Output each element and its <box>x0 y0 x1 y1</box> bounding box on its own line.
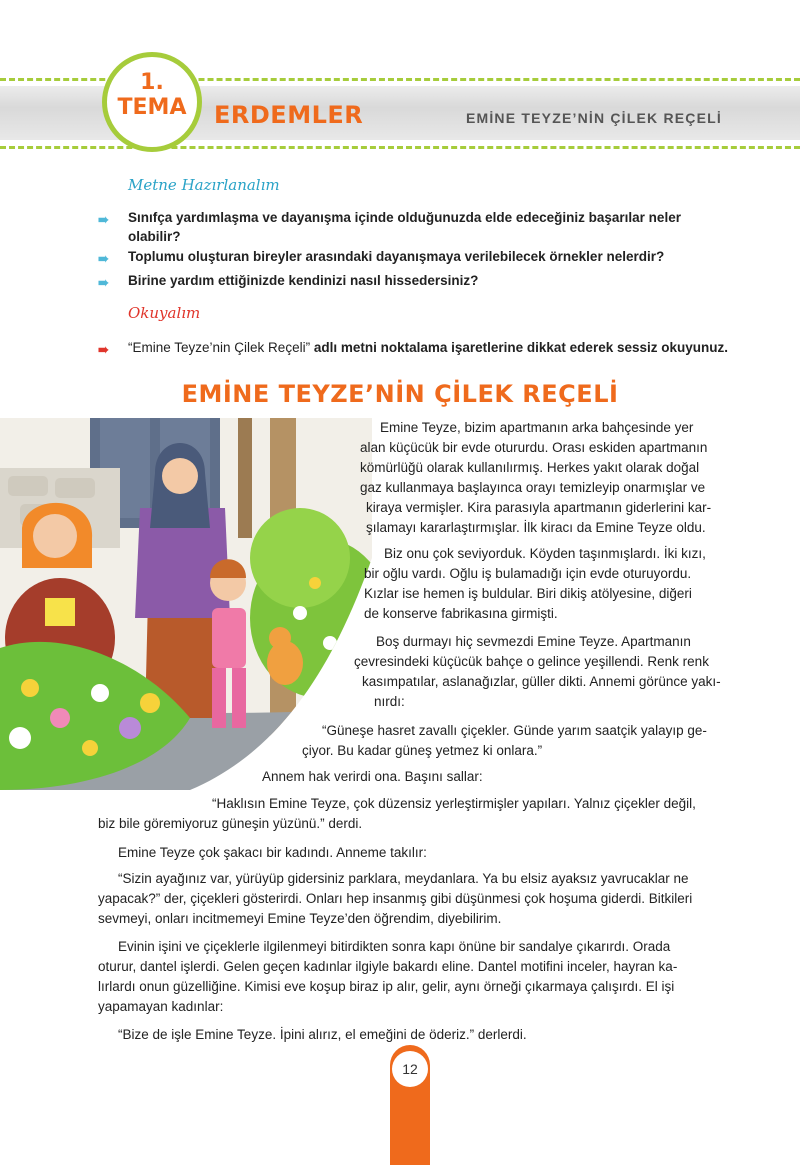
paragraph-9-line: Evinin işini ve çiçeklerle ilgilenmeyi bitirdikten sonra kapı önüne bir sandalye çıkarırdı. Orada <box>118 939 671 954</box>
paragraph-3-line: çevresindeki küçücük bahçe o gelince yeşillendi. Renk renk <box>354 654 709 669</box>
arrow-icon: ➠ <box>98 251 109 266</box>
question-3 <box>98 271 738 290</box>
paragraph-2-line: de konserve fabrikasına girmişti. <box>364 606 558 621</box>
paragraph-4-line: “Güneşe hasret zavallı çiçekler. Günde yarım saatçik yalayıp ge- <box>322 723 707 738</box>
question-2 <box>98 247 738 266</box>
paragraph-8-line: “Sizin ayağınız var, yürüyüp gidersiniz parklara, meydanlara. Ya bu elsiz ayaksız yavrucaklar ne <box>118 871 689 886</box>
question-1-line-1: Sınıfça yardımlaşma ve dayanışma içinde olduğunuzda elde edeceğiniz başarılar neler <box>128 210 681 225</box>
paragraph-2 <box>364 544 724 624</box>
paragraph-7-line: Emine Teyze çok şakacı bir kadındı. Anneme takılır: <box>118 845 427 860</box>
paragraph-3-line: Boş durmayı hiç sevmezdi Emine Teyze. Apartmanın <box>376 634 691 649</box>
paragraph-5-line: Annem hak verirdi ona. Başını sallar: <box>262 769 483 784</box>
arrow-icon: ➠ <box>98 342 109 357</box>
question-3-text: Birine yardım ettiğinizde kendinizi nasıl hissedersiniz? <box>128 273 479 288</box>
paragraph-1 <box>360 418 722 538</box>
reading-instruction <box>98 338 738 357</box>
paragraph-9 <box>98 937 724 1017</box>
paragraph-1-line: kömürlüğü olarak kullanılırmış. Herkes yakıt olarak doğal <box>360 460 700 475</box>
paragraph-2-line: bir oğlu vardı. Oğlu iş bulamadığı için evde oturuyordu. <box>364 566 692 581</box>
reading-heading: Okuyalım <box>128 304 201 322</box>
paragraph-10 <box>98 1025 724 1045</box>
paragraph-6-line: biz bile göremiyoruz güneşin yüzünü.” derdi. <box>98 816 363 831</box>
tema-badge <box>102 52 202 152</box>
instruction-rest: adlı metni noktalama işaretlerine dikkat ederek sessiz okuyunuz. <box>310 340 728 355</box>
paragraph-1-line: Emine Teyze, bizim apartmanın arka bahçesinde yer <box>380 420 694 435</box>
paragraph-8-line: sevmeyi, onları incitmemeyi Emine Teyze’den öğrendim, diyebilirim. <box>98 911 502 926</box>
paragraph-5 <box>262 767 722 787</box>
paragraph-7 <box>98 843 724 863</box>
paragraph-3-line: kasımpatılar, aslanağızlar, güller dikti. Annemi görünce yakı- <box>362 674 721 689</box>
prepare-heading: Metne Hazırlanalım <box>128 176 280 194</box>
paragraph-3-line: nırdı: <box>374 694 405 709</box>
paragraph-6-line: “Haklısın Emine Teyze, çok düzensiz yerleştirmişler yapıları. Yalnız çiçekler değil, <box>212 796 696 811</box>
paragraph-8 <box>98 869 724 929</box>
arrow-icon: ➠ <box>98 275 109 290</box>
paragraph-9-line: yapamayan kadınlar: <box>98 999 224 1014</box>
page-number: 12 <box>392 1051 428 1087</box>
paragraph-9-line: lırlardı onun güzelliğine. Kimisi eve koşup biraz ip alır, gelir, aynı örneği çıkarmaya çalışırdı. El işi <box>98 979 675 994</box>
question-1-line-2: olabilir? <box>128 229 181 244</box>
paragraph-9-line: oturur, dantel işlerdi. Gelen geçen kadınlar ilgiyle bakardı eline. Dantel motifini inceler, hayran ka- <box>98 959 678 974</box>
tema-number: 1. <box>140 70 164 95</box>
story-title: EMİNE TEYZE’NİN ÇİLEK REÇELİ <box>181 380 619 408</box>
paragraph-1-line: alan küçücük bir evde otururdu. Orası eskiden apartmanın <box>360 440 708 455</box>
question-2-text: Toplumu oluşturan bireyler arasındaki dayanışmaya verilebilecek örnekler nelerdir? <box>128 249 665 264</box>
paragraph-2-line: Kızlar ise hemen iş buldular. Biri dikiş atölyesine, diğeri <box>364 586 692 601</box>
tema-word: TEMA <box>117 95 187 120</box>
instruction-quote: “Emine Teyze’nin Çilek Reçeli” <box>128 340 311 355</box>
running-story-title: EMİNE TEYZE’NİN ÇİLEK REÇELİ <box>465 110 722 126</box>
header-dashed-line-bottom <box>0 146 800 149</box>
paragraph-1-line: gaz kullanmaya başlayınca orayı temizleyip onarmışlar ve <box>360 480 706 495</box>
paragraph-1-line: şılamayı kararlaştırmışlar. İlk kiracı da Emine Teyze oldu. <box>366 520 706 535</box>
paragraph-4 <box>302 721 724 761</box>
paragraph-4-line: çiyor. Bu kadar güneş yetmez ki onlara.” <box>302 743 543 758</box>
paragraph-1-line: kiraya vermişler. Kira parasıyla apartmanın giderlerini kar- <box>366 500 712 515</box>
paragraph-3 <box>354 632 724 712</box>
paragraph-2-line: Biz onu çok seviyorduk. Köyden taşınmışlardı. İki kızı, <box>384 546 706 561</box>
paragraph-6 <box>98 794 724 834</box>
paragraph-8-line: yapacak?” der, çiçekleri gösterirdi. Onları hep insanmış gibi düşünmesi çok hoşuma giderdi. Bitkileri <box>98 891 693 906</box>
theme-title: ERDEMLER <box>214 101 364 129</box>
arrow-icon: ➠ <box>98 212 109 227</box>
paragraph-10-line: “Bize de işle Emine Teyze. İpini alırız, el emeğini de öderiz.” derlerdi. <box>118 1027 527 1042</box>
question-1 <box>98 208 738 246</box>
